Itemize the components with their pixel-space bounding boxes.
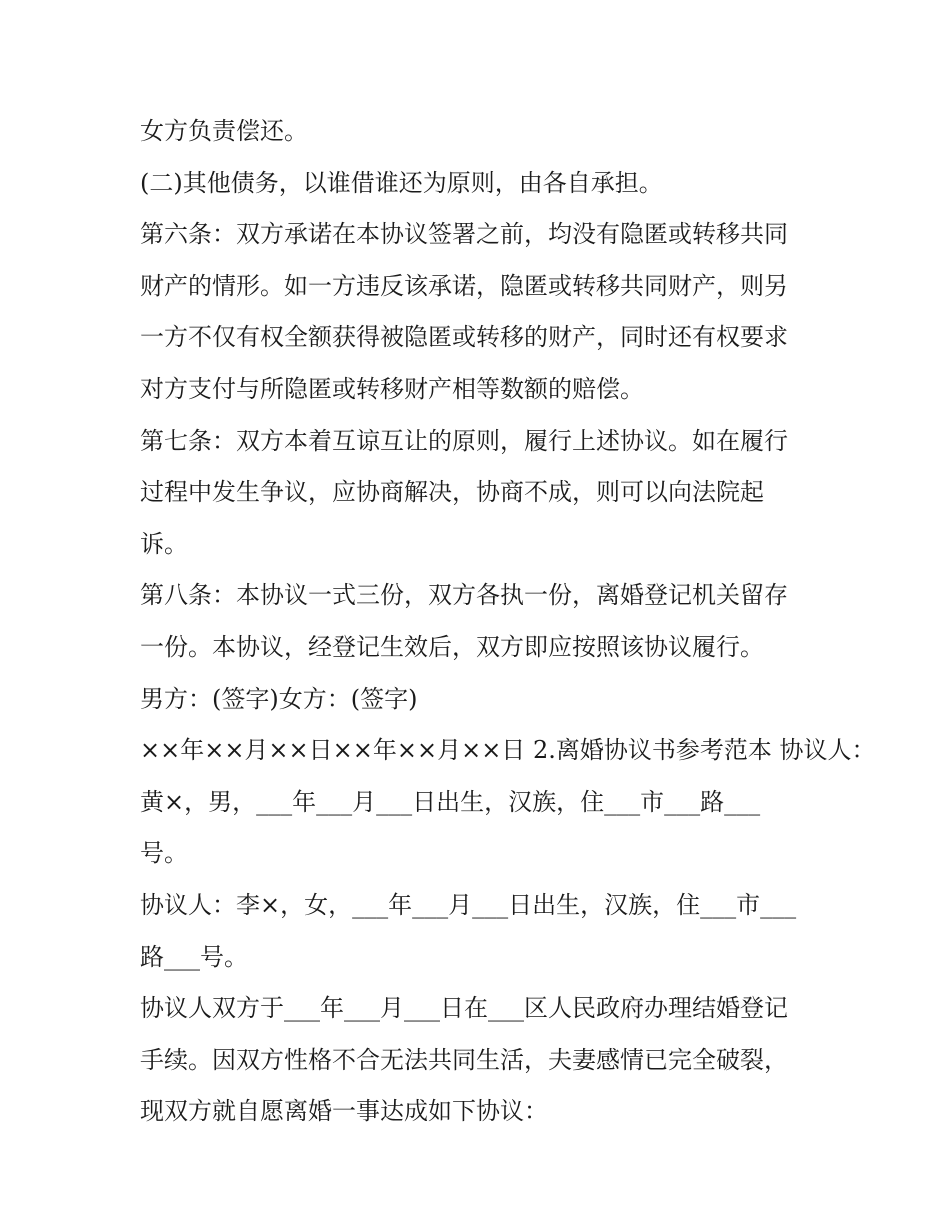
text-line: 男方：(签字)女方：(签字) xyxy=(140,684,418,713)
text-line: 号。 xyxy=(140,839,188,868)
text-line: 第七条：双方本着互谅互让的原则，履行上述协议。如在履行 xyxy=(140,426,788,455)
text-line: 现双方就自愿离婚一事达成如下协议： xyxy=(140,1097,548,1126)
text-line: 手续。因双方性格不合无法共同生活，夫妻感情已完全破裂， xyxy=(140,1045,788,1074)
text-line: 第八条：本协议一式三份，双方各执一份，离婚登记机关留存 xyxy=(140,581,788,610)
text-line: (二)其他债务，以谁借谁还为原则，由各自承担。 xyxy=(140,168,663,197)
text-line: 一方不仅有权全额获得被隐匿或转移的财产，同时还有权要求 xyxy=(140,323,788,352)
text-line: 诉。 xyxy=(140,529,188,558)
text-line: 协议人双方于___年___月___日在___区人民政府办理结婚登记 xyxy=(140,994,788,1023)
text-line: 协议人：李×，女，___年___月___日出生，汉族，住___市___ xyxy=(140,890,797,919)
text-line: 第六条：双方承诺在本协议签署之前，均没有隐匿或转移共同 xyxy=(140,220,788,249)
text-line: 财产的情形。如一方违反该承诺，隐匿或转移共同财产，则另 xyxy=(140,271,788,300)
text-line: 一份。本协议，经登记生效后，双方即应按照该协议履行。 xyxy=(140,632,764,661)
text-line: 对方支付与所隐匿或转移财产相等数额的赔偿。 xyxy=(140,374,644,403)
text-line: 过程中发生争议，应协商解决，协商不成，则可以向法院起 xyxy=(140,478,764,507)
text-line: 黄×，男，___年___月___日出生，汉族，住___市___路___ xyxy=(140,787,761,816)
document-body xyxy=(140,106,876,1138)
text-line: 女方负责偿还。 xyxy=(140,117,308,145)
text-line: 路___号。 xyxy=(140,942,248,971)
text-line: ××年××月××日××年××月××日 2.离婚协议书参考范本 协议人： xyxy=(140,736,876,765)
